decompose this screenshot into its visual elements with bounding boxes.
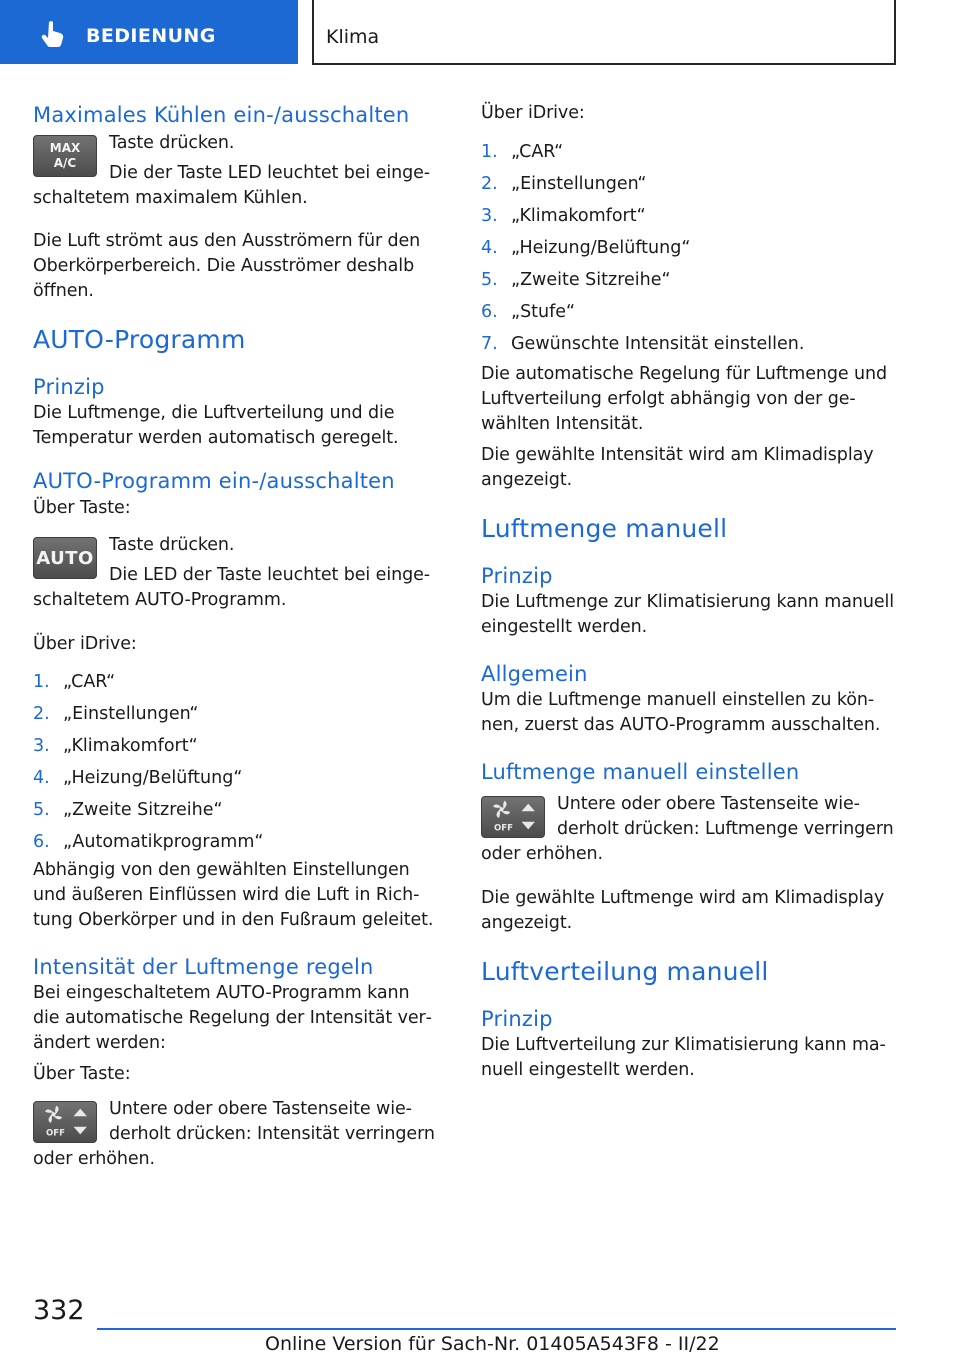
list-item: 7. Gewünschte Intensität einstellen. (481, 334, 805, 354)
triangle-down-icon (522, 822, 535, 830)
auto-key-block (33, 533, 438, 613)
fan-icon (493, 801, 510, 818)
auto-line2: Die LED der Taste leuchtet bei eingeschaltetem AUTO-Programm. (33, 565, 431, 610)
heading-distribution-manual: Luftverteilung manuell (481, 957, 769, 986)
heading-airflow-general: Allgemein (481, 662, 588, 686)
auto-via-button: Über Taste: (33, 498, 131, 518)
triangle-up-icon (74, 1109, 87, 1117)
list-item: 4. „Heizung/Belüftung“ (481, 238, 691, 258)
max-ac-key-block (33, 131, 438, 211)
fan-icon (45, 1106, 62, 1123)
heading-airflow-manual: Luftmenge manuell (481, 514, 728, 543)
list-item: 5. „Zweite Sitzreihe“ (33, 800, 223, 820)
list-item: 1. „CAR“ (481, 142, 564, 162)
max-ac-button-icon (33, 135, 97, 177)
auto-principle-text: Die Luftmenge, die Luftverteilung und die Temperatur werden automatisch geregelt. (33, 403, 399, 448)
list-item: 5. „Zweite Sitzreihe“ (481, 270, 671, 290)
heading-airflow-principle: Prinzip (481, 564, 553, 588)
hand-pointer-icon (40, 20, 66, 48)
airflow-after: Die gewählte Luftmenge wird am Klimadisplay angezeigt. (481, 888, 885, 933)
page-number: 332 (33, 1295, 85, 1326)
auto-key-label: AUTO (36, 548, 94, 569)
heading-intensity: Intensität der Luftmenge regeln (33, 955, 374, 979)
intensity-key-block (33, 1097, 438, 1172)
section-tab-label: BEDIENUNG (86, 25, 216, 47)
airflow-general-text: Um die Luftmenge manuell einstellen zu können, zuerst das AUTO-Programm ausschalten. (481, 690, 881, 735)
off-key-label: OFF (45, 1128, 65, 1139)
list-item: 2. „Einstellungen“ (481, 174, 647, 194)
auto-idrive-steps (33, 666, 438, 858)
airflow-principle-text: Die Luftmenge zur Klimatisierung kann manuell eingestellt werden. (481, 592, 895, 637)
heading-auto-toggle: AUTO-Programm ein-/ausschalten (33, 469, 395, 493)
list-item: 4. „Heizung/Belüftung“ (33, 768, 243, 788)
list-item: 3. „Klimakomfort“ (481, 206, 646, 226)
footer-divider (97, 1328, 896, 1330)
list-item: 3. „Klimakomfort“ (33, 736, 198, 756)
distribution-principle-text: Die Luftverteilung zur Klimatisierung kann manuell eingestellt werden. (481, 1035, 886, 1080)
fan-off-button-icon (33, 1101, 97, 1143)
list-item: 6. „Stufe“ (481, 302, 576, 322)
intensity-paragraph: Bei eingeschaltetem AUTO-Programm kann die automatische Regelung der Intensität verändert werden: (33, 983, 432, 1053)
heading-max-cool: Maximales Kühlen ein-/ausschalten (33, 103, 410, 127)
airflow-key-text: Untere oder obere Tastenseite wiederholt drücken: Luftmenge verringern oder erhöhen. (481, 794, 894, 864)
section-tab[interactable] (0, 0, 298, 64)
max-ac-key-line1: MAX (49, 141, 81, 155)
list-item: 6. „Automatikprogramm“ (33, 832, 264, 852)
left-column (33, 96, 438, 1172)
auto-line1: Taste drücken. (109, 535, 235, 555)
auto-button-icon (33, 537, 97, 579)
max-cool-line1: Taste drücken. (109, 133, 235, 153)
max-cool-line2: Die der Taste LED leuchtet bei eingeschaltetem maximalem Kühlen. (33, 163, 431, 208)
intensity-para1: Die automatische Regelung für Luftmenge und Luftverteilung erfolgt abhängig von der gewählten Intensität. (481, 364, 888, 434)
list-item: 1. „CAR“ (33, 672, 116, 692)
list-item: 2. „Einstellungen“ (33, 704, 199, 724)
intensity-idrive-steps (481, 136, 899, 360)
off-key-label: OFF (493, 823, 513, 834)
chapter-header (312, 0, 896, 65)
triangle-down-icon (74, 1127, 87, 1135)
footer-online-version: Online Version für Sach-Nr. 01405A543F8 - II/22 (265, 1333, 720, 1355)
auto-after-steps: Abhängig von den gewählten Einstellungen und äußeren Einflüssen wird die Luft in Richtung Oberkörper und in den Fußraum geleitet. (33, 860, 434, 930)
heading-airflow-set: Luftmenge manuell einstellen (481, 760, 800, 784)
heading-distribution-principle: Prinzip (481, 1007, 553, 1031)
heading-auto-principle: Prinzip (33, 375, 105, 399)
airflow-key-block (481, 792, 899, 867)
auto-via-idrive: Über iDrive: (33, 634, 137, 654)
max-ac-key-line2: A/C (53, 156, 77, 170)
fan-off-button-icon (481, 796, 545, 838)
max-cool-paragraph: Die Luft strömt aus den Ausströmern für den Oberkörperbereich. Die Ausströmer deshalb öffnen. (33, 231, 421, 301)
intensity-key-text: Untere oder obere Tastenseite wiederholt drücken: Intensität verringern oder erhöhen. (33, 1099, 435, 1169)
chapter-title: Klima (326, 26, 380, 48)
intensity-para2: Die gewählte Intensität wird am Klimadisplay angezeigt. (481, 445, 874, 490)
right-column (481, 96, 899, 1083)
triangle-up-icon (522, 804, 535, 812)
intensity-via-button: Über Taste: (33, 1064, 131, 1084)
heading-auto-program: AUTO-Programm (33, 325, 246, 354)
intensity-via-idrive: Über iDrive: (481, 103, 585, 123)
